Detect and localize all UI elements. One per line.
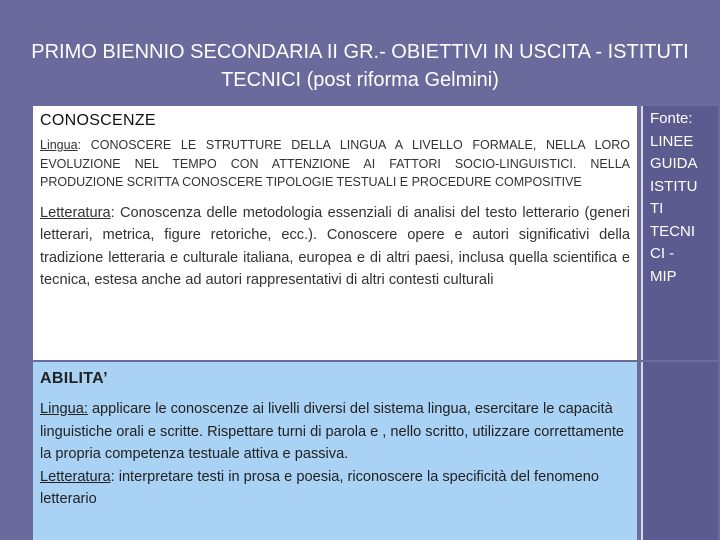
abilities-letteratura-text: : interpretare testi in prosa e poesia, riconoscere la specificità del fenomeno letterario [40, 468, 599, 508]
abilities-letteratura-label: Letteratura [40, 468, 111, 485]
knowledge-heading: CONOSCENZE [40, 112, 156, 129]
abilities-paragraph [40, 398, 630, 511]
abilities-box [33, 362, 637, 540]
source-box-lower [641, 362, 718, 540]
source-box [641, 106, 718, 360]
knowledge-lingua-paragraph [40, 136, 630, 192]
slide-title: PRIMO BIENNIO SECONDARIA II GR.- OBIETTIVI IN USCITA - ISTITUTI TECNICI (post riforma Gelmini) [31, 41, 689, 91]
knowledge-box [33, 106, 637, 360]
knowledge-letteratura-label: Letteratura [40, 204, 111, 221]
abilities-lingua-label: Lingua: [40, 401, 88, 417]
knowledge-lingua-text: : CONOSCERE LE STRUTTURE DELLA LINGUA A LIVELLO FORMALE, NELLA LORO EVOLUZIONE NEL TEMPO CON ATTENZIONE AI FATTORI SOCIO-LINGUISTICI. NELLA PRODUZIONE SCRITTA CONOSCERE TIPOLOGIE TESTUALI E PROCEDURE COMPOSITIVE [40, 138, 630, 189]
abilities-heading: ABILITA’ [40, 370, 108, 387]
knowledge-lingua-label: Lingua [40, 138, 78, 152]
source-text: Fonte: LINEE GUIDA ISTITU TI TECNI CI - MIP [650, 110, 698, 285]
abilities-lingua-text: applicare le conoscenze ai livelli diversi del sistema lingua, esercitare le capacità linguistiche orali e scritte. Rispettare turni di parola e , nello scritto, utilizzare correttamente la propria competenza testuale attiva e passiva. [40, 401, 625, 463]
knowledge-letteratura-text: : Conoscenza delle metodologia essenziali di analisi del testo letterario (generi letterari, metrica, figure retoriche, ecc.). Conoscere opere e autori significativi della tradizione letteraria e culturale italiana, europea e di altri paesi, inclusa quella scientifica e tecnica, estesa anche ad autori rappresentativi di altri contesti culturali [40, 204, 630, 289]
knowledge-letteratura-paragraph [40, 202, 630, 292]
